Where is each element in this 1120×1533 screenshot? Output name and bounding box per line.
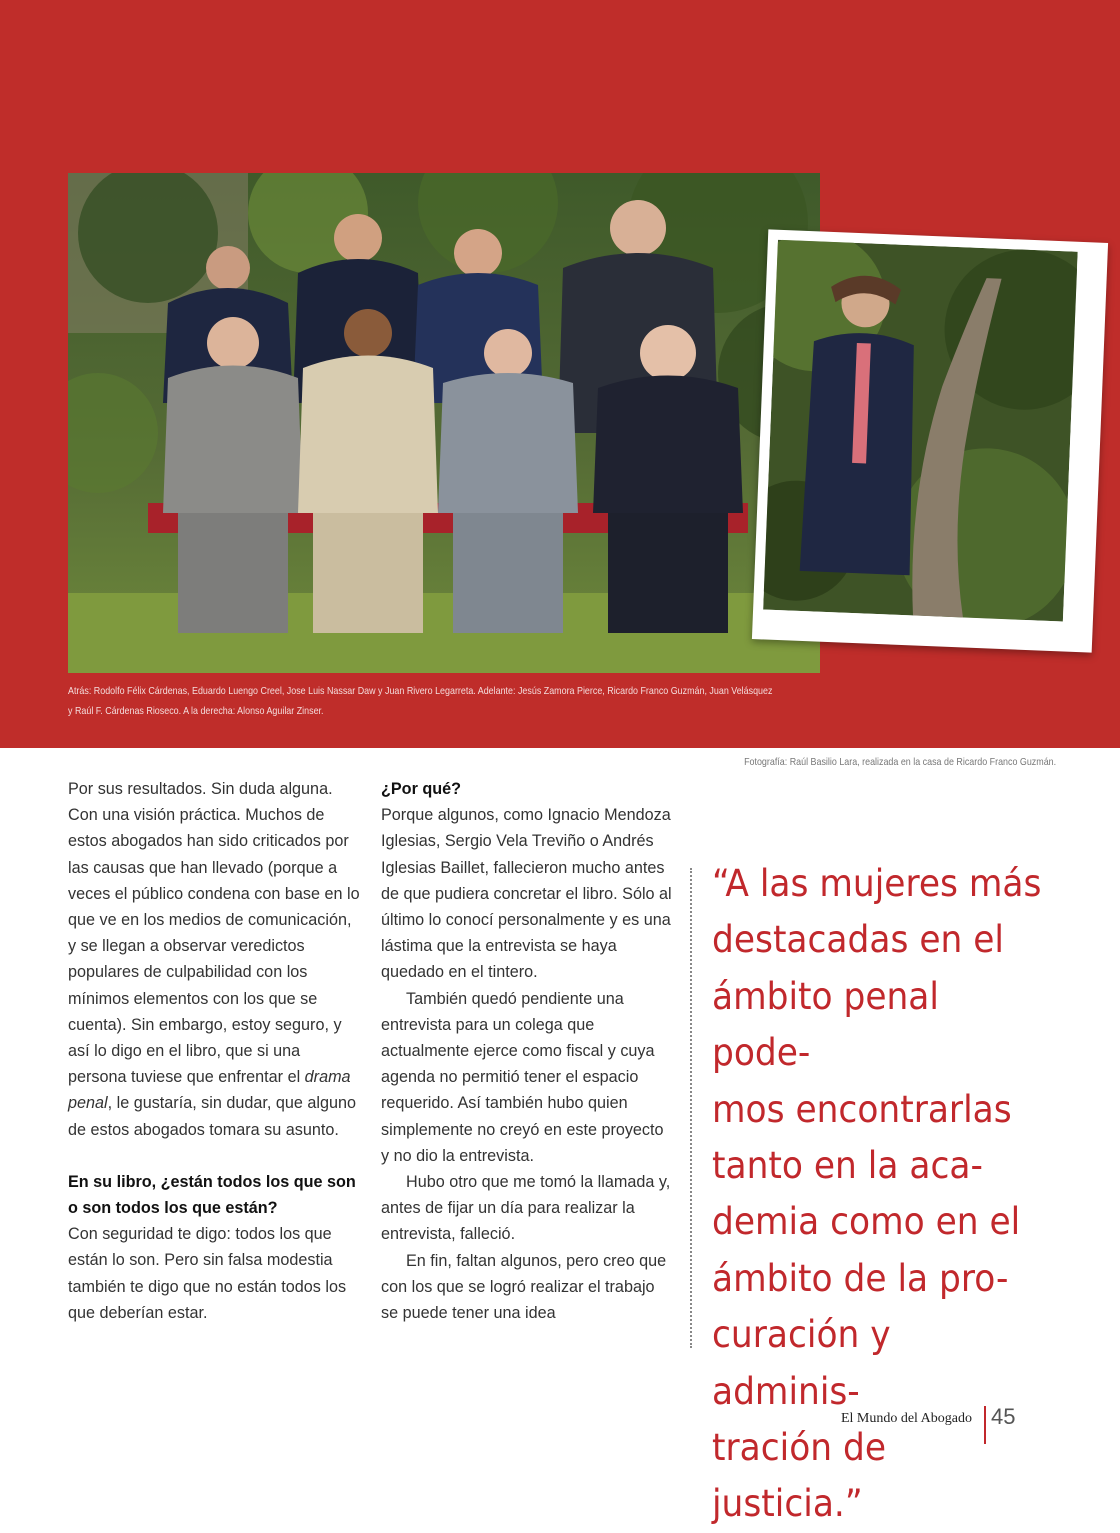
paragraph: Con seguridad te digo: todos los que están lo son. Pero sin falsa modestia también te digo que no están todos los que deberían estar. — [68, 1225, 347, 1322]
pull-quote-line: ámbito de la pro- — [712, 1256, 1009, 1300]
photo-caption — [68, 681, 808, 721]
paragraph: Hubo otro que me tomó la llamada y, antes de fijar un día para realizar la entrevista, falleció. — [381, 1173, 671, 1244]
photo-credit: Fotografía: Raúl Basilio Lara, realizada en la casa de Ricardo Franco Guzmán. — [743, 756, 1056, 768]
side-photo-image — [763, 240, 1078, 622]
text-column-1 — [68, 776, 360, 1326]
caption-line-2: y Raúl F. Cárdenas Rioseco. A la derecha: Alonso Aguilar Zinser. — [68, 705, 324, 717]
pull-quote-line: “A las mujeres más — [712, 862, 1042, 905]
caption-line-1: Atrás: Rodolfo Félix Cárdenas, Eduardo Luengo Creel, Jose Luis Nassar Daw y Juan Rivero Legarreta. Adelante: Jesús Zamora Pierce, Ricardo Franco Guzmán, Juan Velásquez — [68, 685, 773, 697]
publication-name: El Mundo del Abogado — [840, 1411, 972, 1426]
group-photo-image — [68, 173, 820, 673]
paragraph-text: , le gustaría, sin dudar, que alguno de estos abogados tomara su asunto. — [68, 1094, 356, 1139]
pull-quote-line: curación y adminis- — [712, 1313, 891, 1413]
side-photo — [752, 229, 1108, 652]
paragraph — [68, 776, 360, 1143]
paragraph: Porque algunos, como Ignacio Mendoza Iglesias, Sergio Vela Treviño o Andrés Iglesias Baillet, fallecieron mucho antes de que pudiera concretar el libro. Sólo al último lo conocí personalmente y es una lástima que la entrevista se haya quedado en el tintero. — [381, 806, 672, 982]
pull-quote — [712, 856, 1047, 1533]
paragraph-text: Por sus resultados. Sin duda alguna. Con una visión práctica. Muchos de estos abogados han sido criticados por las causas que han llevado (porque a veces el público condena con base en lo que ve en los medios de comunicación, y se llegan a observar veredictos populares de culpabilidad con los mínimos elementos con los que se cuenta). Sin embargo, estoy seguro, y así lo digo en el libro, que si una persona tuviese que enfrentar el — [68, 780, 360, 1087]
pull-quote-line: tanto en la aca- — [712, 1144, 983, 1188]
text-column-2 — [381, 776, 673, 1326]
footer-divider — [984, 1406, 986, 1444]
pull-quote-line: ámbito penal pode- — [712, 974, 939, 1075]
interview-question: En su libro, ¿están todos los que son o son todos los que están? — [68, 1172, 356, 1218]
italic-term: drama penal — [68, 1068, 351, 1113]
pull-quote-rule — [690, 868, 692, 1348]
paragraph: En fin, faltan algunos, pero creo que con los que se logró realizar el trabajo se puede tener una idea — [381, 1251, 667, 1323]
page-number: 45 — [991, 1404, 1016, 1429]
interview-question: ¿Por qué? — [381, 780, 462, 798]
pull-quote-line: destacadas en el — [712, 918, 1004, 962]
pull-quote-line: tración de justicia.” — [712, 1426, 887, 1526]
pull-quote-line: demia como en el — [712, 1200, 1021, 1244]
pull-quote-line: mos encontrarlas — [712, 1087, 1012, 1131]
paragraph: También quedó pendiente una entrevista para un colega que actualmente ejerce como fiscal y cuya agenda no permitió tener el espacio requerido. Así también hubo quien simplemente no creyó en este proyecto y no dio la entrevista. — [381, 989, 664, 1165]
group-photo — [68, 173, 820, 673]
